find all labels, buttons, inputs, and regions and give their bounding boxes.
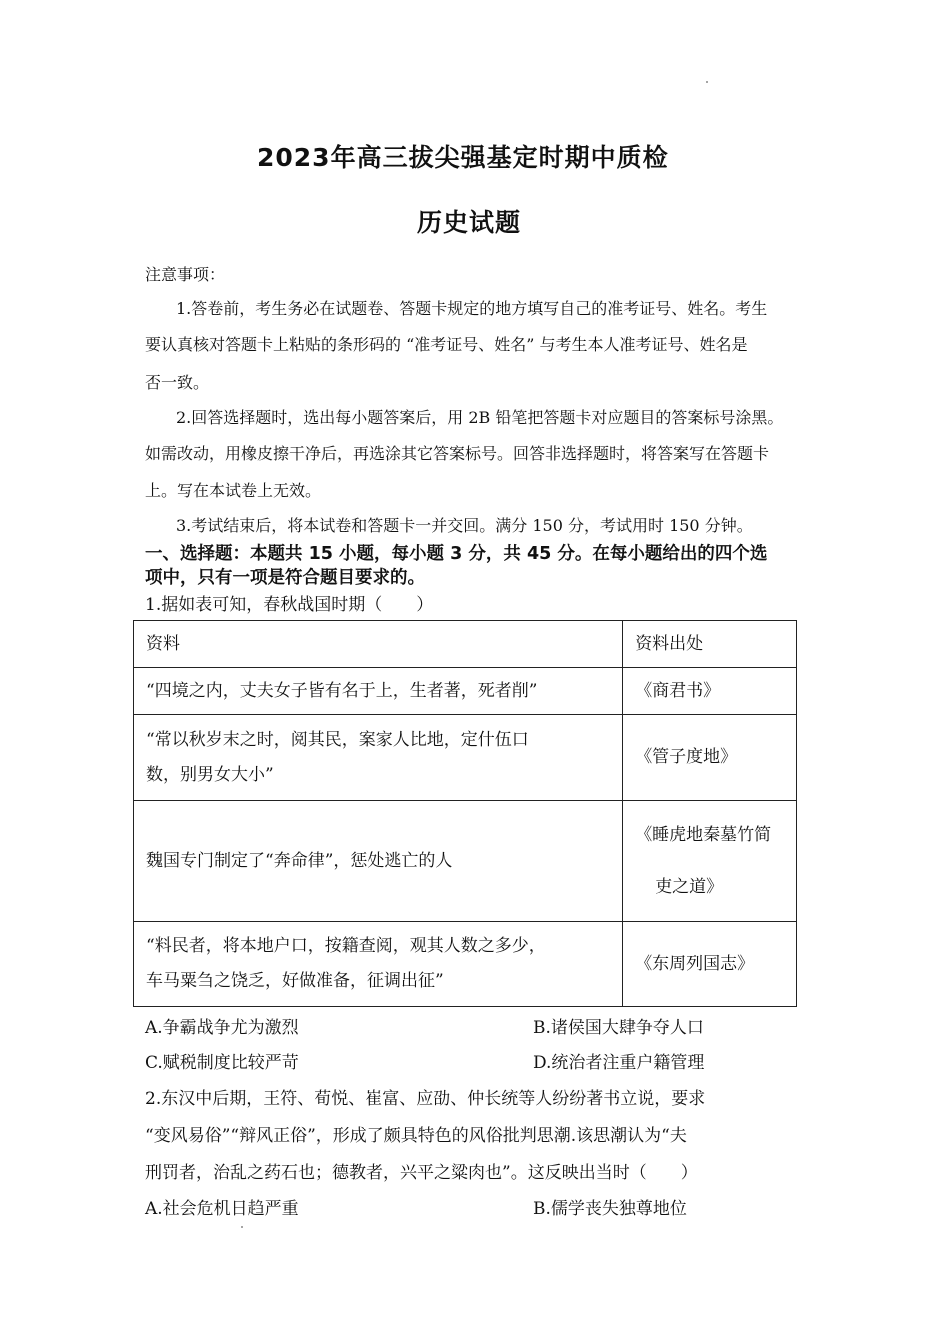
question-2-line-1: 2.东汉中后期，王符、荀悦、崔富、应劭、仲长统等人纷纷著书立说，要求 <box>145 1089 706 1109</box>
notice-item-1-line-3: 否一致。 <box>145 373 210 392</box>
section-heading-line-1: 一、选择题：本题共 15 小题，每小题 3 分，共 45 分。在每小题给出的四个选 <box>145 544 768 564</box>
source-cell: 《睡虎地秦墓竹简 吏之道》 <box>623 801 797 922</box>
source-cell: 《商君书》 <box>623 668 797 715</box>
notice-item-2-line-1: 2.回答选择题时，选出每小题答案后，用 2B 铅笔把答题卡对应题目的答案标号涂黑。 <box>176 408 784 427</box>
question-2-line-3: 刑罚者，治乱之药石也；德教者，兴平之粱肉也”。这反映出当时（ ） <box>145 1163 698 1183</box>
exam-title: 2023年高三拔尖强基定时期中质检 <box>257 143 669 172</box>
source-cell: 《东周列国志》 <box>623 922 797 1007</box>
section-heading-line-2: 项中，只有一项是符合题目要求的。 <box>145 568 425 588</box>
question-2-option-a: A.社会危机日趋严重 <box>145 1199 299 1219</box>
material-cell: “常以秋岁末之时，阅其民，案家人比地，定什伍口 数，别男女大小” <box>134 715 623 801</box>
notice-heading: 注意事项： <box>145 265 226 284</box>
header-source: 资料出处 <box>623 621 797 668</box>
scan-dot <box>706 81 708 83</box>
table-row <box>134 922 797 1007</box>
table-row <box>134 801 797 922</box>
material-cell: 魏国专门制定了“奔命律”，惩处逃亡的人 <box>134 801 623 922</box>
question-1-option-b: B.诸侯国大肆争夺人口 <box>533 1018 704 1038</box>
source-table <box>133 620 797 1007</box>
source-cell: 《管子度地》 <box>623 715 797 801</box>
notice-item-2-line-3: 上。写在本试卷上无效。 <box>145 481 322 500</box>
question-1-option-c: C.赋税制度比较严苛 <box>145 1053 299 1073</box>
question-1-stem: 1.据如表可知，春秋战国时期（ ） <box>145 595 434 615</box>
scan-dot <box>241 1226 243 1228</box>
question-1-option-d: D.统治者注重户籍管理 <box>533 1053 705 1073</box>
material-cell: “料民者，将本地户口，按籍查阅，观其人数之多少， 车马粟刍之饶乏，好做准备，征调出征” <box>134 922 623 1007</box>
header-material: 资料 <box>134 621 623 668</box>
notice-item-2-line-2: 如需改动，用橡皮擦干净后，再选涂其它答案标号。回答非选择题时，将答案写在答题卡 <box>145 444 770 463</box>
table-row <box>134 715 797 801</box>
table-row <box>134 668 797 715</box>
material-cell: “四境之内，丈夫女子皆有名于上，生者著，死者削” <box>134 668 623 715</box>
exam-subject: 历史试题 <box>417 208 522 237</box>
question-2-option-b: B.儒学丧失独尊地位 <box>533 1199 687 1219</box>
question-1-option-a: A.争霸战争尤为激烈 <box>145 1018 299 1038</box>
notice-item-3: 3.考试结束后，将本试卷和答题卡一并交回。满分 150 分，考试用时 150 分钟。 <box>176 516 753 535</box>
question-2-line-2: “变风易俗”“辩风正俗”，形成了颇具特色的风俗批判思潮.该思潮认为“夫 <box>145 1126 687 1146</box>
notice-item-1-line-2: 要认真核对答题卡上粘贴的条形码的 “准考证号、姓名” 与考生本人准考证号、姓名是 <box>145 335 748 354</box>
notice-item-1-line-1: 1.答卷前，考生务必在试题卷、答题卡规定的地方填写自己的准考证号、姓名。考生 <box>176 299 768 318</box>
table-header-row <box>134 621 797 668</box>
